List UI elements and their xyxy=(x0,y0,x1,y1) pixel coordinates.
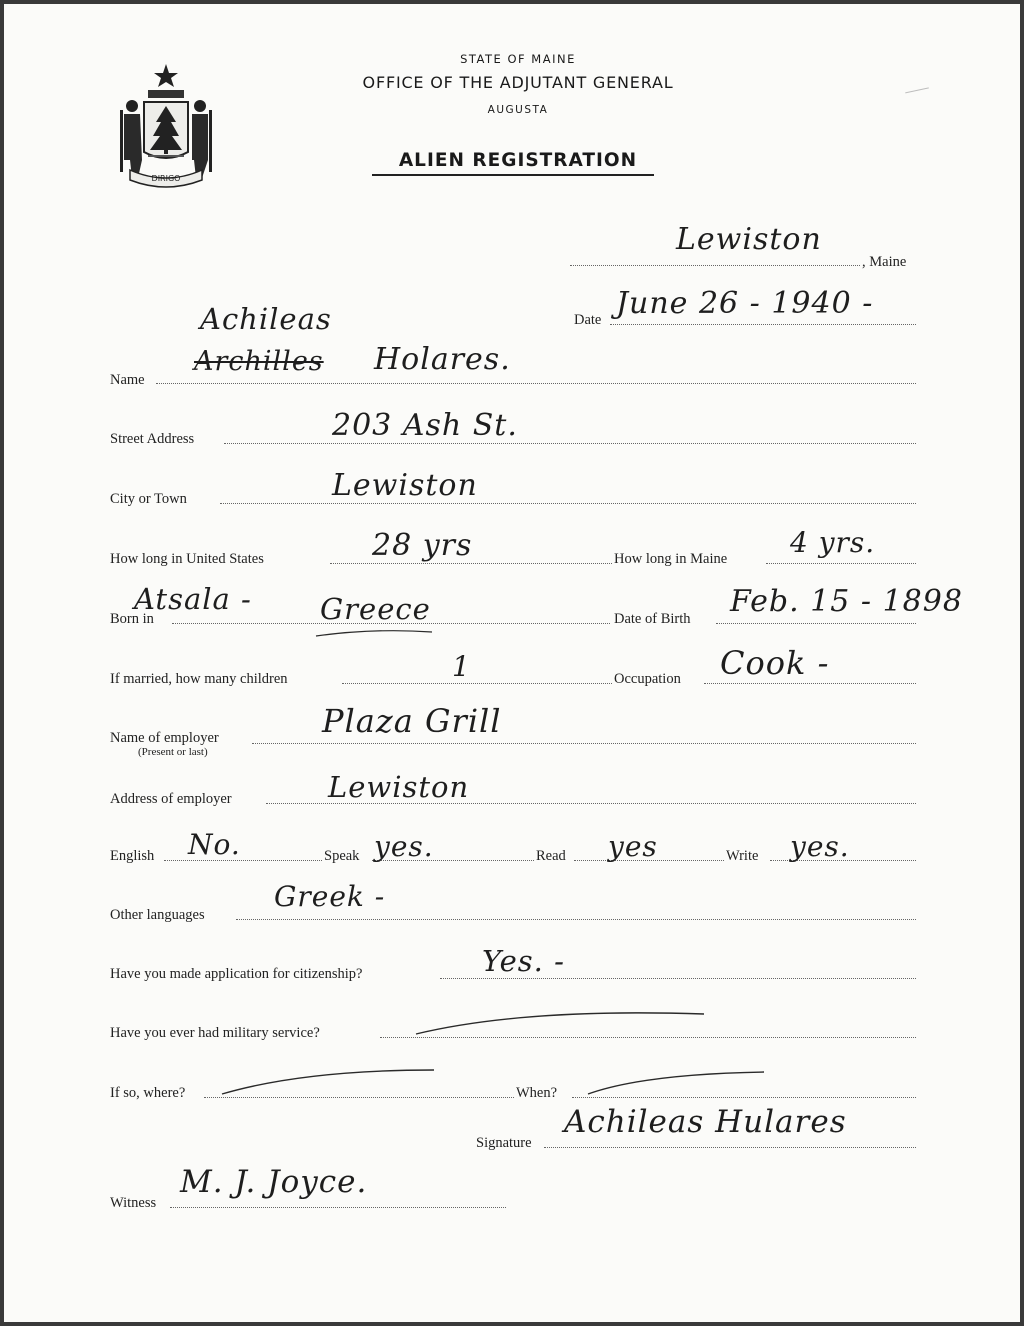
born-in-country-value: Greece xyxy=(320,592,431,626)
city-label: City or Town xyxy=(110,491,187,507)
signature-value: Achileas Hulares xyxy=(564,1104,847,1140)
signature-line xyxy=(544,1147,916,1148)
occupation-value: Cook - xyxy=(720,644,830,682)
street-value: 203 Ash St. xyxy=(332,408,518,443)
how-long-maine-value: 4 yrs. xyxy=(790,526,876,559)
speak-label: Speak xyxy=(324,848,360,864)
header-office: OFFICE OF THE ADJUTANT GENERAL xyxy=(362,73,674,92)
how-long-maine-label: How long in Maine xyxy=(614,551,728,567)
dob-label: Date of Birth xyxy=(614,611,691,627)
how-long-us-label: How long in United States xyxy=(110,551,264,567)
witness-label: Witness xyxy=(110,1195,157,1211)
occupation-label: Occupation xyxy=(614,671,681,687)
dob-value: Feb. 15 - 1898 xyxy=(730,584,963,619)
employer-label: Name of employer xyxy=(110,730,219,746)
city-value: Lewiston xyxy=(332,468,478,503)
write-label: Write xyxy=(726,848,759,864)
name-last-value: Holares. xyxy=(374,342,511,377)
children-label: If married, how many children xyxy=(110,671,288,687)
when-label: When? xyxy=(516,1085,558,1101)
read-label: Read xyxy=(536,848,566,864)
pen-dash-marks xyxy=(4,4,1020,1322)
read-value: yes xyxy=(608,830,658,863)
employer-value: Plaza Grill xyxy=(322,702,502,740)
write-value: yes. xyxy=(790,830,850,863)
born-in-label: Born in xyxy=(110,611,154,627)
other-languages-label: Other languages xyxy=(110,907,205,923)
name-first-value: Achileas xyxy=(200,302,332,336)
maine-label: , Maine xyxy=(862,254,907,270)
english-value: No. xyxy=(188,828,241,861)
speak-value: yes. xyxy=(374,830,434,863)
citizenship-value: Yes. - xyxy=(482,944,565,978)
date-label: Date xyxy=(574,312,602,328)
form-title: ALIEN REGISTRATION xyxy=(398,150,638,171)
how-long-us-value: 28 yrs xyxy=(372,528,473,563)
signature-label: Signature xyxy=(476,1135,532,1151)
header-state: STATE OF MAINE xyxy=(460,52,576,66)
seal-motto: DIRIGO xyxy=(151,174,181,183)
where-label: If so, where? xyxy=(110,1085,186,1101)
children-value: 1 xyxy=(452,650,471,683)
header-city: AUGUSTA xyxy=(487,104,549,116)
witness-line xyxy=(170,1207,506,1208)
english-label: English xyxy=(110,848,155,864)
date-value: June 26 - 1940 - xyxy=(616,286,874,321)
employer-address-value: Lewiston xyxy=(328,770,470,804)
street-label: Street Address xyxy=(110,431,195,447)
name-struck-value: Archilles xyxy=(194,346,324,377)
military-label: Have you ever had military service? xyxy=(110,1025,320,1041)
born-in-town-value: Atsala - xyxy=(134,582,252,616)
town-value: Lewiston xyxy=(676,222,822,257)
other-languages-value: Greek - xyxy=(274,880,386,913)
name-label: Name xyxy=(110,372,145,388)
citizenship-label: Have you made application for citizenship? xyxy=(110,966,363,982)
registration-form xyxy=(4,4,1020,1322)
employer-address-label: Address of employer xyxy=(110,791,232,807)
witness-value: M. J. Joyce. xyxy=(180,1164,368,1200)
employer-note: (Present or last) xyxy=(138,746,208,758)
